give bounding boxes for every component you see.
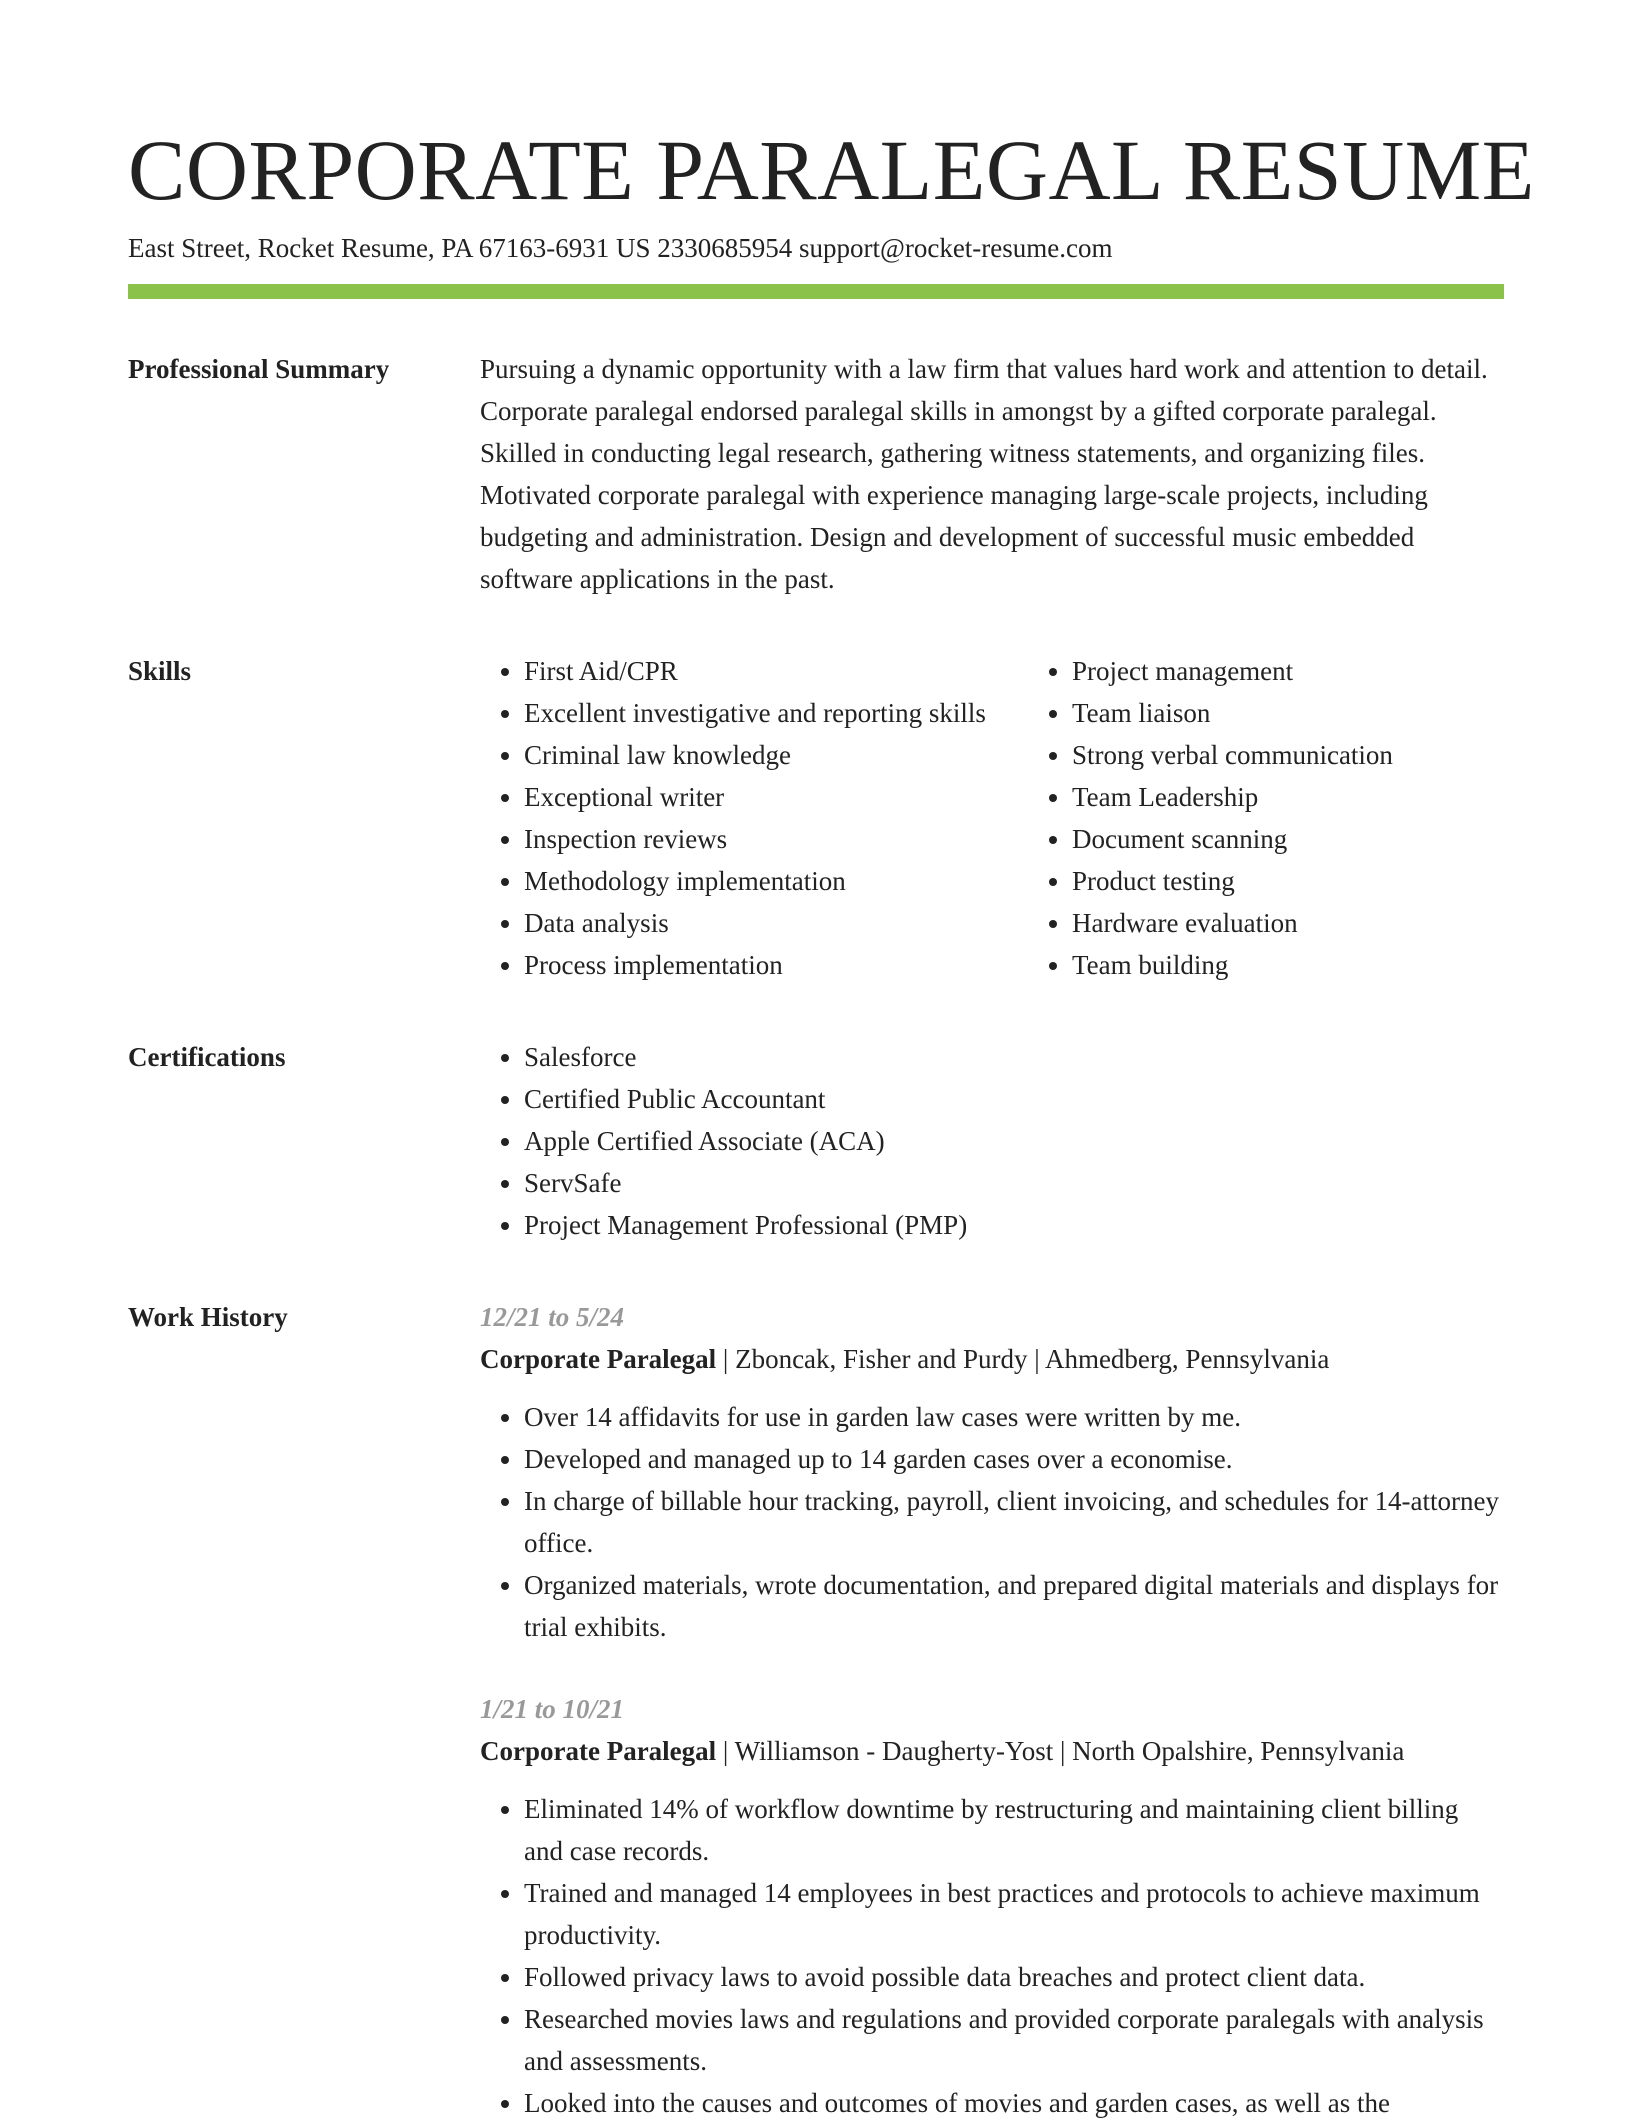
- skill-item: • Data analysis: [524, 902, 1028, 944]
- skills-body: [480, 650, 1572, 986]
- job-bullet: • Developed and managed up to 14 garden cases over a economise.: [524, 1438, 1504, 1480]
- skill-item: • Excellent investigative and reporting skills: [524, 692, 1028, 734]
- work-history-section: [128, 1296, 1504, 2124]
- job-role: Corporate Paralegal: [480, 1344, 717, 1374]
- job-bullet: • Researched movies laws and regulations and provided corporate paralegals with analysis and assessments.: [524, 1998, 1504, 2082]
- certification-item: • Certified Public Accountant: [524, 1078, 1504, 1120]
- job-entry: [480, 1688, 1504, 2124]
- skill-item: • Team liaison: [1072, 692, 1572, 734]
- job-location: North Opalshire, Pennsylvania: [1072, 1736, 1405, 1766]
- skill-item: • Project management: [1072, 650, 1572, 692]
- job-bullet: • Looked into the causes and outcomes of movies and garden cases, as well as the: [524, 2082, 1504, 2124]
- summary-section: [128, 348, 1504, 600]
- section-label-skills: Skills: [128, 656, 192, 686]
- job-company: Zboncak, Fisher and Purdy: [735, 1344, 1028, 1374]
- certifications-section: [128, 1036, 1504, 1246]
- certification-item: • Salesforce: [524, 1036, 1504, 1078]
- skill-item: • Strong verbal communication: [1072, 734, 1572, 776]
- skill-item: • Criminal law knowledge: [524, 734, 1028, 776]
- contact-line: East Street, Rocket Resume, PA 67163-6931 US 2330685954 support@rocket-resume.com: [128, 233, 1113, 263]
- job-bullets: [480, 1788, 1504, 2124]
- job-separator: |: [1053, 1736, 1073, 1766]
- job-company: Williamson - Daugherty-Yost: [734, 1736, 1054, 1766]
- accent-divider: [128, 284, 1504, 299]
- job-bullet: • In charge of billable hour tracking, payroll, client invoicing, and schedules for 14-attorney office.: [524, 1480, 1504, 1564]
- certification-item: • Project Management Professional (PMP): [524, 1204, 1504, 1246]
- job-bullet: • Trained and managed 14 employees in best practices and protocols to achieve maximum productivity.: [524, 1872, 1504, 1956]
- skills-columns: [480, 650, 1572, 986]
- section-label-work-history: Work History: [128, 1302, 288, 1332]
- summary-body: [480, 348, 1504, 600]
- job-entry: [480, 1296, 1504, 1648]
- skills-section: [128, 650, 1504, 986]
- job-separator: |: [716, 1736, 735, 1766]
- skill-item: • First Aid/CPR: [524, 650, 1028, 692]
- job-bullet: • Organized materials, wrote documentation, and prepared digital materials and displays for trial exhibits.: [524, 1564, 1504, 1648]
- job-bullet: • Eliminated 14% of workflow downtime by restructuring and maintaining client billing and case records.: [524, 1788, 1504, 1872]
- skill-item: • Methodology implementation: [524, 860, 1028, 902]
- skill-item: • Inspection reviews: [524, 818, 1028, 860]
- skill-item: • Hardware evaluation: [1072, 902, 1572, 944]
- skills-list-left: [480, 650, 1028, 986]
- skill-item: • Team building: [1072, 944, 1572, 986]
- job-separator: |: [1027, 1344, 1045, 1374]
- job-bullets: [480, 1396, 1504, 1648]
- job-separator: |: [716, 1344, 736, 1374]
- work-history-body: [480, 1296, 1504, 2124]
- job-location: Ahmedberg, Pennsylvania: [1044, 1344, 1330, 1374]
- job-dates: 1/21 to 10/21: [480, 1694, 625, 1724]
- job-bullet: • Followed privacy laws to avoid possible data breaches and protect client data.: [524, 1956, 1504, 1998]
- job-role: Corporate Paralegal: [480, 1736, 717, 1766]
- job-heading: [480, 1730, 1504, 1772]
- section-label-certifications: Certifications: [128, 1042, 286, 1072]
- resume-title: CORPORATE PARALEGAL RESUME: [128, 122, 1535, 218]
- certifications-list: [480, 1036, 1504, 1246]
- skill-item: • Document scanning: [1072, 818, 1572, 860]
- job-heading: [480, 1338, 1504, 1380]
- skill-item: • Exceptional writer: [524, 776, 1028, 818]
- skill-item: • Product testing: [1072, 860, 1572, 902]
- skills-list-right: [1028, 650, 1572, 986]
- skill-item: • Process implementation: [524, 944, 1028, 986]
- skill-item: • Team Leadership: [1072, 776, 1572, 818]
- certifications-body: [480, 1036, 1504, 1246]
- job-bullet: • Over 14 affidavits for use in garden law cases were written by me.: [524, 1396, 1504, 1438]
- certification-item: • ServSafe: [524, 1162, 1504, 1204]
- resume-page: [128, 118, 1535, 2124]
- job-dates: 12/21 to 5/24: [480, 1302, 625, 1332]
- certification-item: • Apple Certified Associate (ACA): [524, 1120, 1504, 1162]
- summary-text: Pursuing a dynamic opportunity with a law firm that values hard work and attention to detail. Corporate paralegal endorsed paralegal skills in amongst by a gifted corporate paralegal. Skilled in conducting legal research, gathering witness statements, and organizing files. Motivated corporate paralegal with experience managing large-scale projects, including budgeting and administration. Design and development of successful music embedded software applications in the past.: [480, 354, 1488, 594]
- section-label-summary: Professional Summary: [128, 354, 390, 384]
